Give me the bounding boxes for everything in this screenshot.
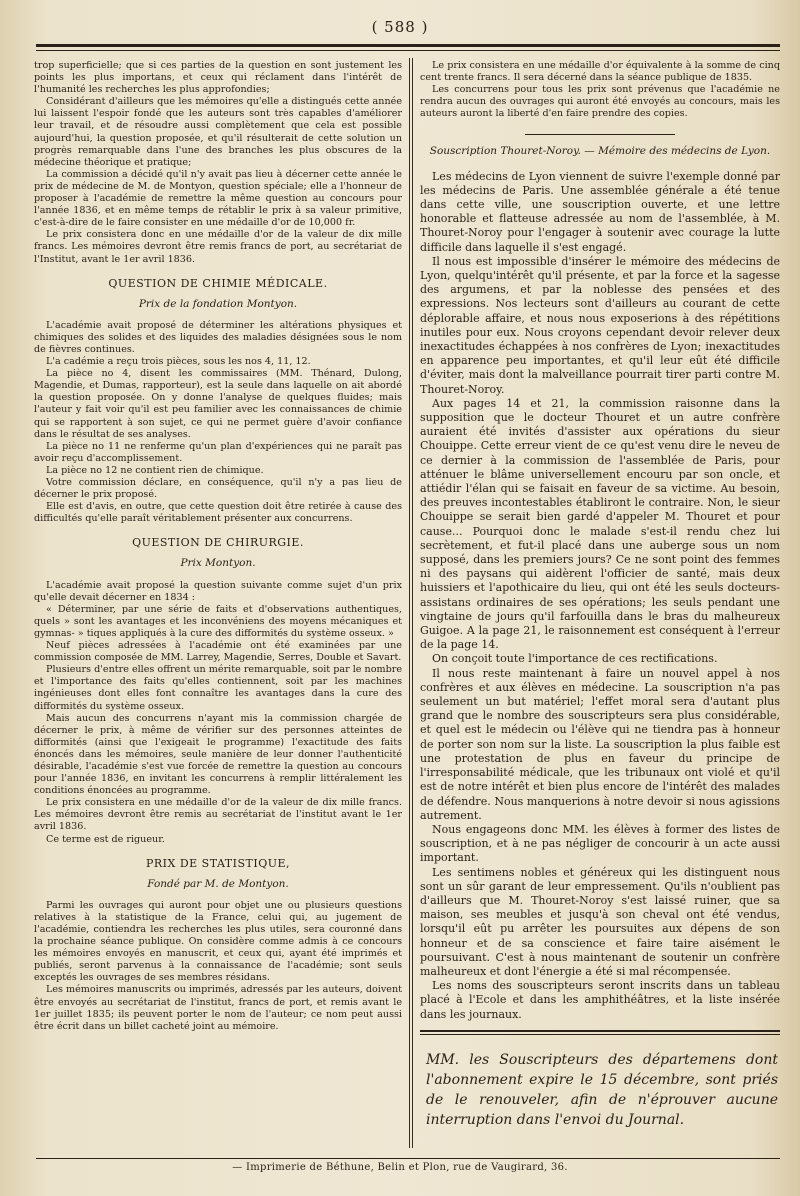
left-column bbox=[34, 60, 402, 1140]
paragraph: Les mémoires manuscrits ou imprimés, adressés par les auteurs, doivent être envoyés au secrétariat de l'institut, francs de port, et remis avant le 1er juillet 1835; ils peuvent porter le nom de l'auteur; ce nom peut aussi être écrit dans un billet cacheté joint au mémoire. bbox=[34, 984, 402, 1032]
paragraph: La pièce no 12 ne contient rien de chimique. bbox=[46, 464, 264, 476]
paragraph: Les concurrens pour tous les prix sont prévenus que l'académie ne rendra aucun des ouvrages qui auront été envoyés au concours, mais les auteurs auront la liberté d'en faire prendre des copies. bbox=[420, 84, 780, 120]
paragraph: Il nous est impossible d'insérer le mémoire des médecins de Lyon, quelqu'intérêt qu'il présente, et par la force et la sagesse des argumens, et par la noblesse des pensées et des expressions. Nos lecteurs sont d'ailleurs au courant de cette déplorable affaire, et nous nous exposerions à des répétitions inutiles pour eux. Nous croyons cependant devoir relever deux inexactitudes échappées à nos confrères de Lyon; inexactitudes en apparence peu importantes, et qu'il leur eût été difficile d'éviter, mais dont la malveillance pourrait tirer parti contre M. Thouret-Noroy. bbox=[420, 254, 780, 396]
paragraph: Aux pages 14 et 21, la commission raisonne dans la supposition que le docteur Thouret et un autre confrère auraient été invités d'assister aux opérations du sieur Chouippe. Cette erreur vient de ce qu'est venu dire le neveu de ce dernier à la commission de l'assemblée de Paris, pour atténuer le blâme universellement encouru par son oncle, et attiédir l'élan qui se faisait en faveur de sa victime. Au besoin, des preuves incontestables établiront le contraire. Non, le sieur Chouippe se serait bien gardé d'appeler M. Thouret et pour cause... Pourquoi donc le malade s'est-il rendu chez lui secrètement, et fut-il placé dans une auberge sous un nom supposé, dans les premiers jours? Ce ne sont point des femmes ni des paysans qui aidèrent l'officier de santé, mais deux huissiers et l'apothicaire du lieu, qui ont été les seuls docteurs-assistans ordinaires de ses opérations; les seuls pendant une vingtaine de jours qu'il farfouilla dans le bras du malheureux Guigoe. A la page 21, le raisonnement est conséquent à l'erreur de la page 14. bbox=[420, 396, 780, 652]
paragraph: L'a cadémie a reçu trois pièces, sous les nos 4, 11, 12. bbox=[46, 356, 311, 368]
paragraph: L'académie avait proposé la question suivante comme sujet d'un prix qu'elle devait décerner en 1834 : bbox=[34, 579, 402, 603]
top-rule bbox=[36, 44, 780, 47]
notice-separator-thin bbox=[420, 1034, 780, 1035]
paragraph: Parmi les ouvrages qui auront pour objet une ou plusieurs questions relatives à la statistique de la France, celui qui, au jugement de l'académie, contiendra les recherches les plus utiles, sera couronné dans la prochaine séance publique. On considère comme admis à ce concours les mémoires envoyés en manuscrit, et ceux qui, ayant été imprimés et publiés, seront parvenus à la connaissance de l'académie; sont seuls exceptés les ouvrages de ses membres résidans. bbox=[34, 899, 402, 984]
top-rule-thin bbox=[36, 50, 780, 51]
section-heading-chimie: QUESTION DE CHIMIE MÉDICALE. bbox=[108, 276, 328, 290]
paragraph: Mais aucun des concurrens n'ayant mis la commission chargée de décerner le prix, à même de vérifier sur des personnes atteintes de difformités (ainsi que l'exigeait le programme) l'exactitude des faits énoncés dans les mémoires, seule manière de leur donner l'authenticité désirable, l'académie s'est vue forcée de remettre la question au concours pour l'année 1836, en invitant les concurrens à remplir littéralement les conditions énoncées au programme. bbox=[34, 712, 402, 797]
notice-separator bbox=[420, 1030, 780, 1032]
right-column bbox=[420, 60, 780, 1140]
paragraph: Ce terme est de rigueur. bbox=[46, 833, 165, 845]
paragraph: Neuf pièces adressées à l'académie ont été examinées par une commission composée de MM. Larrey, Magendie, Serres, Double et Savart. bbox=[34, 640, 402, 664]
subscriber-notice: MM. les Souscripteurs des départemens dont l'abonnement expire le 15 décembre, sont priés de le renouveler, afin de n'éprouver aucune interruption dans l'envoi du Journal. bbox=[426, 1052, 778, 1128]
paragraph: Considérant d'ailleurs que les mémoires qu'elle a distingués cette année lui laissent l'espoir fondé que les auteurs sont très capables d'améliorer leur travail, et de résoudre aussi complètement que cela est possible aujourd'hui, la question proposée, et qu'il résulterait de cette solution un progrès remarquable dans l'une des branches les plus obscures de la médecine théorique et pratique; bbox=[34, 96, 402, 168]
paragraph: Votre commission déclare, en conséquence, qu'il n'y a pas lieu de décerner le prix proposé. bbox=[34, 477, 402, 501]
quoted-question: « Déterminer, par une série de faits et d'observations authentiques, quels » sont les avantages et les inconvéniens des moyens mécaniques et gymnas- » tiques appliqués à la cure des difformités du système osseux. » bbox=[34, 603, 402, 639]
paragraph: Les sentimens nobles et généreux qui les distinguent nous sont un sûr garant de leur empressement. Qu'ils n'oublient pas d'ailleurs que M. Thouret-Noroy s'est laissé ruiner, que sa maison, ses meubles et jusqu'à son cheval ont été vendus, lorsqu'il eût pu arrêter les poursuites aux dépens de son honneur et de sa conscience et faire taire aisément le poursuivant. C'est à nous maintenant de soutenir un confrère malheureux et dont l'énergie a été si mal récompensée. bbox=[420, 865, 780, 978]
column-divider-2 bbox=[412, 58, 413, 1148]
section-heading-chirurgie: QUESTION DE CHIRURGIE. bbox=[132, 536, 304, 550]
paragraph: Le prix consistera donc en une médaille d'or de la valeur de dix mille francs. Les mémoires devront être remis francs de port, au secrétariat de l'Institut, avant le 1er avril 1836. bbox=[34, 229, 402, 265]
paragraph: Les noms des souscripteurs seront inscrits dans un tableau placé à l'Ecole et dans les amphithéâtres, et la liste insérée dans les journaux. bbox=[420, 979, 780, 1021]
column-divider bbox=[409, 58, 410, 1148]
section-subheading: Prix de la fondation Montyon. bbox=[138, 297, 298, 310]
paragraph: Nous engageons donc MM. les élèves à former des listes de souscription, et à ne pas négliger de concourir à un acte aussi important. bbox=[420, 822, 780, 865]
bottom-rule bbox=[36, 1158, 780, 1159]
section-subheading: Fondé par M. de Montyon. bbox=[147, 877, 289, 890]
paragraph: La pièce no 11 ne renferme qu'un plan d'expériences qui ne paraît pas avoir reçu d'accomplissement. bbox=[34, 440, 402, 464]
paragraph: La pièce no 4, disent les commissaires (MM. Thénard, Dulong, Magendie, et Dumas, rapporteur), est la seule dans laquelle on ait abordé la question proposée. On y donne l'analyse de quelques fluides; mais l'auteur y fait voir qu'il est peu familier avec les connaissances de chimie qui se rapportent à son sujet, ce qui ne permet guère d'avoir confiance dans le résultat de ses analyses. bbox=[34, 368, 402, 440]
section-subheading: Prix Montyon. bbox=[180, 557, 256, 570]
paragraph: L'académie avait proposé de déterminer les altérations physiques et chimiques des solides et des liquides des maladies désignées sous le nom de fièvres continues. bbox=[34, 319, 402, 355]
section-heading-statistique: PRIX DE STATISTIQUE, bbox=[145, 856, 291, 870]
paragraph: Elle est d'avis, en outre, que cette question doit être retirée à cause des difficultés qu'elle paraît véritablement présenter aux concurrens. bbox=[34, 501, 402, 525]
section-heading-souscription: Souscription Thouret-Noroy. — Mémoire des médecins de Lyon. bbox=[429, 145, 771, 158]
paragraph: Le prix consistera en une médaille d'or équivalente à la somme de cinq cent trente francs. Il sera décerné dans la séance publique de 1835. bbox=[420, 60, 780, 84]
printer-imprint: — Imprimerie de Béthune, Belin et Plon, rue de Vaugirard, 36. bbox=[232, 1162, 568, 1173]
page-number: ( 588 ) bbox=[371, 18, 429, 36]
section-separator bbox=[525, 134, 675, 135]
paragraph: On conçoit toute l'importance de ces rectifications. bbox=[432, 652, 718, 666]
paragraph: trop superficielle; que si ces parties de la question en sont justement les points les plus importans, et ceux qui réclament dans l'intérêt de l'humanité les recherches les plus approfondies; bbox=[34, 60, 402, 96]
paragraph: Il nous reste maintenant à faire un nouvel appel à nos confrères et aux élèves en médecine. La souscription n'a pas seulement un but matériel; l'effet moral sera d'autant plus grand que le nombre des souscripteurs sera plus considérable, et quel est le médecin ou l'élève qui ne tiendra pas à honneur de porter son nom sur la liste. La souscription la plus faible est une protestation de plus en faveur du principe de l'irresponsabilité médicale, que les tribunaux ont violé et qu'il est de notre intérêt et bien plus encore de l'intérêt des malades de défendre. Nous manquerions à notre devoir si nous agissions autrement. bbox=[420, 666, 780, 822]
paragraph: Le prix consistera en une médaille d'or de la valeur de dix mille francs. Les mémoires devront être remis au secrétariat de l'institut avant le 1er avril 1836. bbox=[34, 797, 402, 833]
paragraph: Plusieurs d'entre elles offrent un mérite remarquable, soit par le nombre et l'importance des faits qu'elles contiennent, soit par les machines ingénieuses dont elles font connaître les avantages dans la cure des difformités du système osseux. bbox=[34, 664, 402, 712]
paragraph: La commission a décidé qu'il n'y avait pas lieu à décerner cette année le prix de médecine de M. de Montyon, question spéciale; elle a l'honneur de proposer à l'académie de remettre la même question au concours pour l'année 1836, et en même temps de rétablir le prix à sa valeur primitive, c'est-à-dire de le faire consister en une médaille d'or de 10,000 fr. bbox=[34, 168, 402, 229]
paragraph: Les médecins de Lyon viennent de suivre l'exemple donné par les médecins de Paris. Une assemblée générale a été tenue dans cette ville, une souscription ouverte, et une lettre honorable et flatteuse adressée au nom de l'assemblée, à M. Thouret-Noroy pour l'engager à soutenir avec courage la lutte difficile dans laquelle il s'est engagé. bbox=[420, 169, 780, 254]
